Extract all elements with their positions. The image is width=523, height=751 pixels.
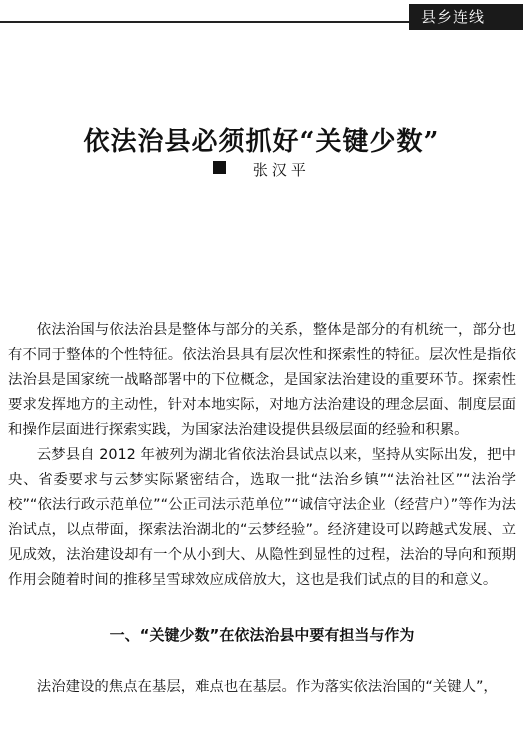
body-paragraph-3: 法治建设的焦点在基层，难点也在基层。作为落实依法治国的“关键人”， [36,679,498,695]
article-body [8,318,516,700]
author-name: 张汉平 [252,161,310,179]
author-bullet-icon [213,161,226,174]
article-title: 依法治县必须抓好“关键少数” [83,127,440,158]
section-heading: 一、“关键少数”在依法治县中要有担当与作为 [109,626,415,644]
column-tag: 县乡连线 [409,4,523,30]
body-paragraph-2: 云梦县自 2012 年被列为湖北省依法治县试点以来，坚持从实际出发，把中央、省委要求与云梦实际紧密结合，选取一批“法治乡镇”“法治社区”“法治学校”“依法行政示范单位”“公正司法示范单位”“诚信守法企业（经营户）”等作为法治试点，以点带面，探索法治湖北的“云梦经验”。经济建设可以跨越式发展、立见成效，法治建设却有一个从小到大、从隐性到显性的过程，法治的导向和预期作用会随着时间的推移呈雪球效应成倍放大，这也是我们试点的目的和意义。 [8,447,516,588]
author-line [0,159,523,181]
body-paragraph-1: 依法治国与依法治县是整体与部分的关系，整体是部分的有机统一，部分也有不同于整体的个性特征。依法治县具有层次性和探索性的特征。层次性是指依法治县是国家统一战略部署中的下位概念，是国家法治建设的重要环节。探索性要求发挥地方的主动性，针对本地实际，对地方法治建设的理念层面、制度层面和操作层面进行探索实践，为国家法治建设提供县级层面的经验和积累。 [8,322,516,438]
